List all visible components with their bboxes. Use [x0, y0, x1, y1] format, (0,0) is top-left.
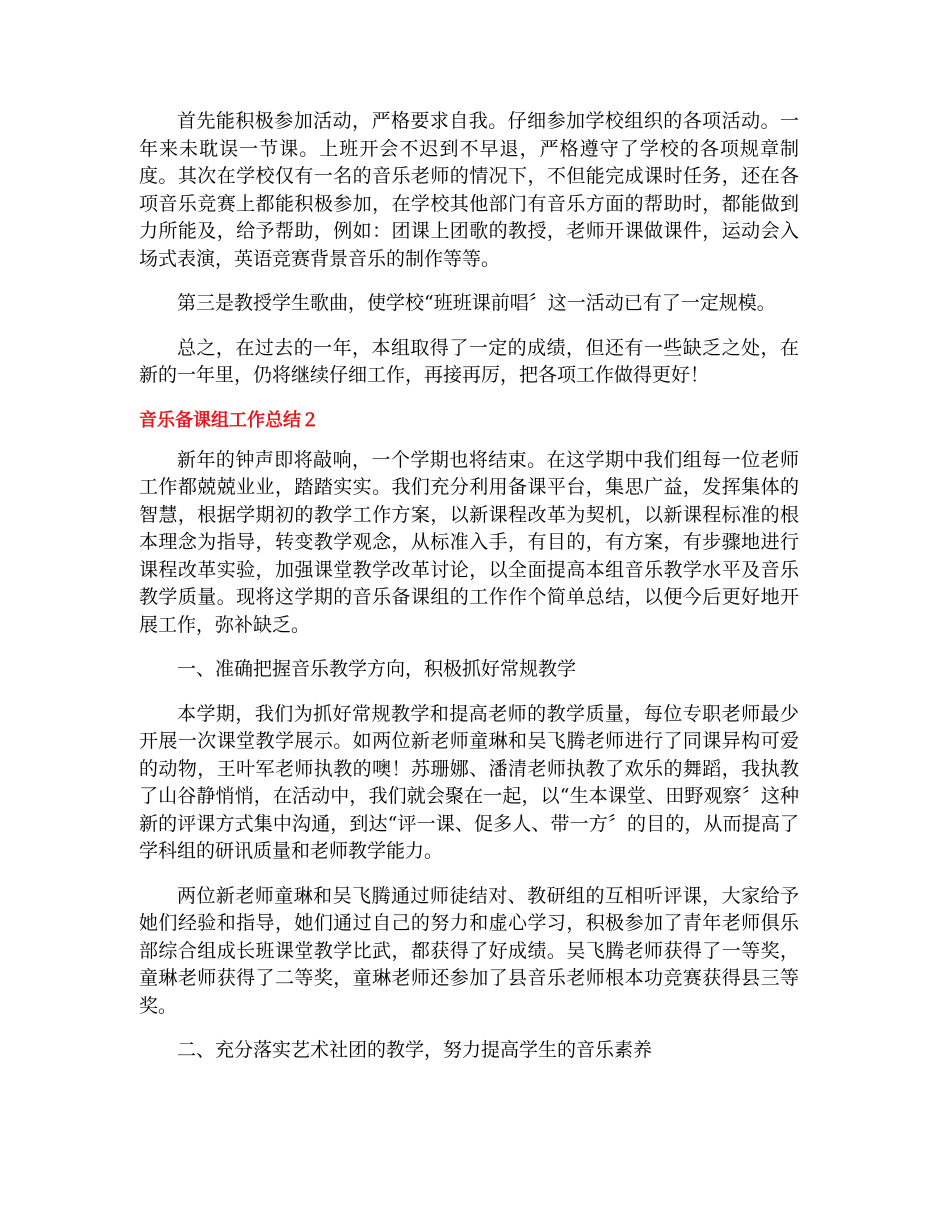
subheading-art-clubs: 二、充分落实艺术社团的教学，努力提高学生的音乐素养 [177, 1039, 653, 1061]
paragraph-new-teachers: 两位新老师童琳和吴飞腾通过师徒结对、教研组的互相听评课，大家给予她们经验和指导，她们通过自己的努力和虚心学习，积极参加了青年老师俱乐部综合组成长班课堂教学比武，都获得了好成绩。吴飞腾老师获得了一等奖，童琳老师获得了二等奖，童琳老师还参加了县音乐老师根本功竞赛获得县三等奖。 [139, 884, 799, 1017]
paragraph-commitment: 首先能积极参加活动，严格要求自我。仔细参加学校组织的各项活动。一年来未耽误一节课。上班开会不迟到不早退，严格遵守了学校的各项规章制度。其次在学校仅有一名的音乐老师的情况下，不但能完成课时任务，还在各项音乐竞赛上都能积极参加，在学校其他部门有音乐方面的帮助时，都能做到力所能及，给予帮助，例如：团课上团歌的教授，老师开课做课件，运动会入场式表演，英语竞赛背景音乐的制作等等。 [139, 110, 799, 270]
subheading-teaching-direction: 一、准确把握音乐教学方向，积极抓好常规教学 [177, 658, 577, 680]
section-title: 音乐备课组工作总结２ [139, 409, 319, 431]
paragraph-singing: 第三是教授学生歌曲，使学校“班班课前唱〞这一活动已有了一定规模。 [177, 292, 776, 314]
paragraph-conclusion: 总之，在过去的一年，本组取得了一定的成绩，但还有一些缺乏之处，在新的一年里，仍将继续仔细工作，再接再厉，把各项工作做得更好！ [139, 336, 799, 386]
document-body [139, 108, 799, 1082]
paragraph-teaching-demo: 本学期，我们为抓好常规教学和提高老师的教学质量，每位专职老师最少开展一次课堂教学展示。如两位新老师童琳和吴飞腾老师进行了同课异构可爱的动物，王叶军老师执教的噢！苏珊娜、潘清老师执教了欢乐的舞蹈，我执教了山谷静悄悄，在活动中，我们就会聚在一起，以“生本课堂、田野观察〞这种新的评课方式集中沟通，到达“评一课、促多人、带一方〞的目的，从而提高了学科组的研讯质量和老师教学能力。 [139, 702, 799, 862]
paragraph-intro: 新年的钟声即将敲响，一个学期也将结束。在这学期中我们组每一位老师工作都兢兢业业，踏踏实实。我们充分利用备课平台，集思广益，发挥集体的智慧，根据学期初的教学工作方案，以新课程改革为契机，以新课程标准的根本理念为指导，转变教学观念，从标准入手，有目的，有方案，有步骤地进行课程改革实验，加强课堂教学改革讨论，以全面提高本组音乐教学水平及音乐教学质量。现将这学期的音乐备课组的工作作个简单总结，以便今后更好地开展工作，弥补缺乏。 [139, 448, 799, 636]
